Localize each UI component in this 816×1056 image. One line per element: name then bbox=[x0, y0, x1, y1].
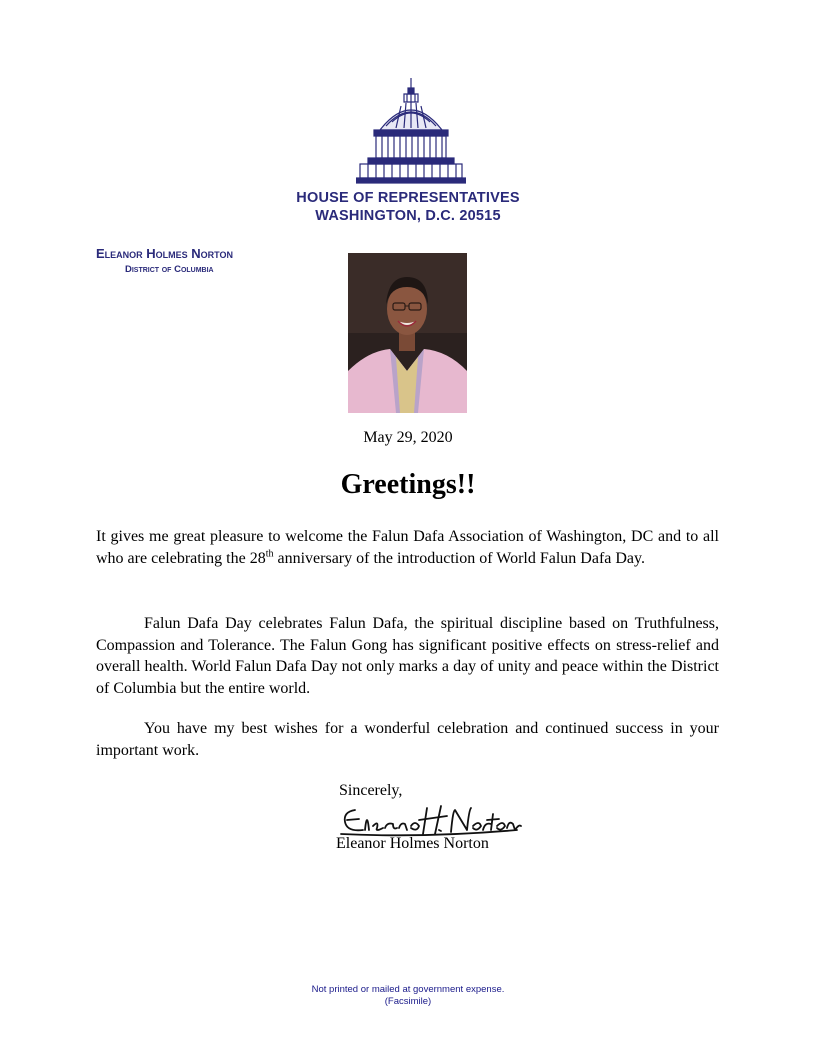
signer-name: Eleanor Holmes Norton bbox=[336, 835, 489, 852]
footer-facsimile: (Facsimile) bbox=[384, 996, 432, 1007]
letterhead-title: HOUSE OF REPRESENTATIVES bbox=[296, 190, 520, 206]
ordinal-suffix: th bbox=[265, 548, 274, 560]
letter-closing: Sincerely, bbox=[339, 782, 403, 799]
member-district: District of Columbia bbox=[125, 264, 214, 275]
portrait-photo bbox=[348, 253, 467, 413]
letter-greeting: Greetings!! bbox=[340, 469, 476, 500]
footer-disclaimer: Not printed or mailed at government expense. bbox=[311, 984, 505, 995]
letter-paragraph-3: You have my best wishes for a wonderful celebration and continued success in your important work. bbox=[96, 720, 719, 759]
letter-paragraph-1 bbox=[96, 526, 719, 569]
capitol-dome-icon bbox=[356, 76, 466, 184]
paragraph-1-text-b: anniversary of the introduction of World Falun Dafa Day. bbox=[273, 549, 645, 567]
member-name: Eleanor Holmes Norton bbox=[96, 246, 234, 261]
letter-date: May 29, 2020 bbox=[363, 429, 453, 446]
signature bbox=[335, 800, 525, 840]
paragraph-1-text-a: It gives me great pleasure to welcome the Falun Dafa Association of Washington, DC and to all who are celebrating the 28 bbox=[96, 528, 719, 567]
letterhead-address: WASHINGTON, D.C. 20515 bbox=[315, 208, 501, 224]
letter-paragraph-2: Falun Dafa Day celebrates Falun Dafa, the spiritual discipline based on Truthfulness, Compassion and Tolerance. The Falun Gong has significant positive effects on stress-relief and overall health. World Falun Dafa Day not only marks a day of unity and peace within the District of Columbia but the entire world. bbox=[96, 615, 719, 697]
